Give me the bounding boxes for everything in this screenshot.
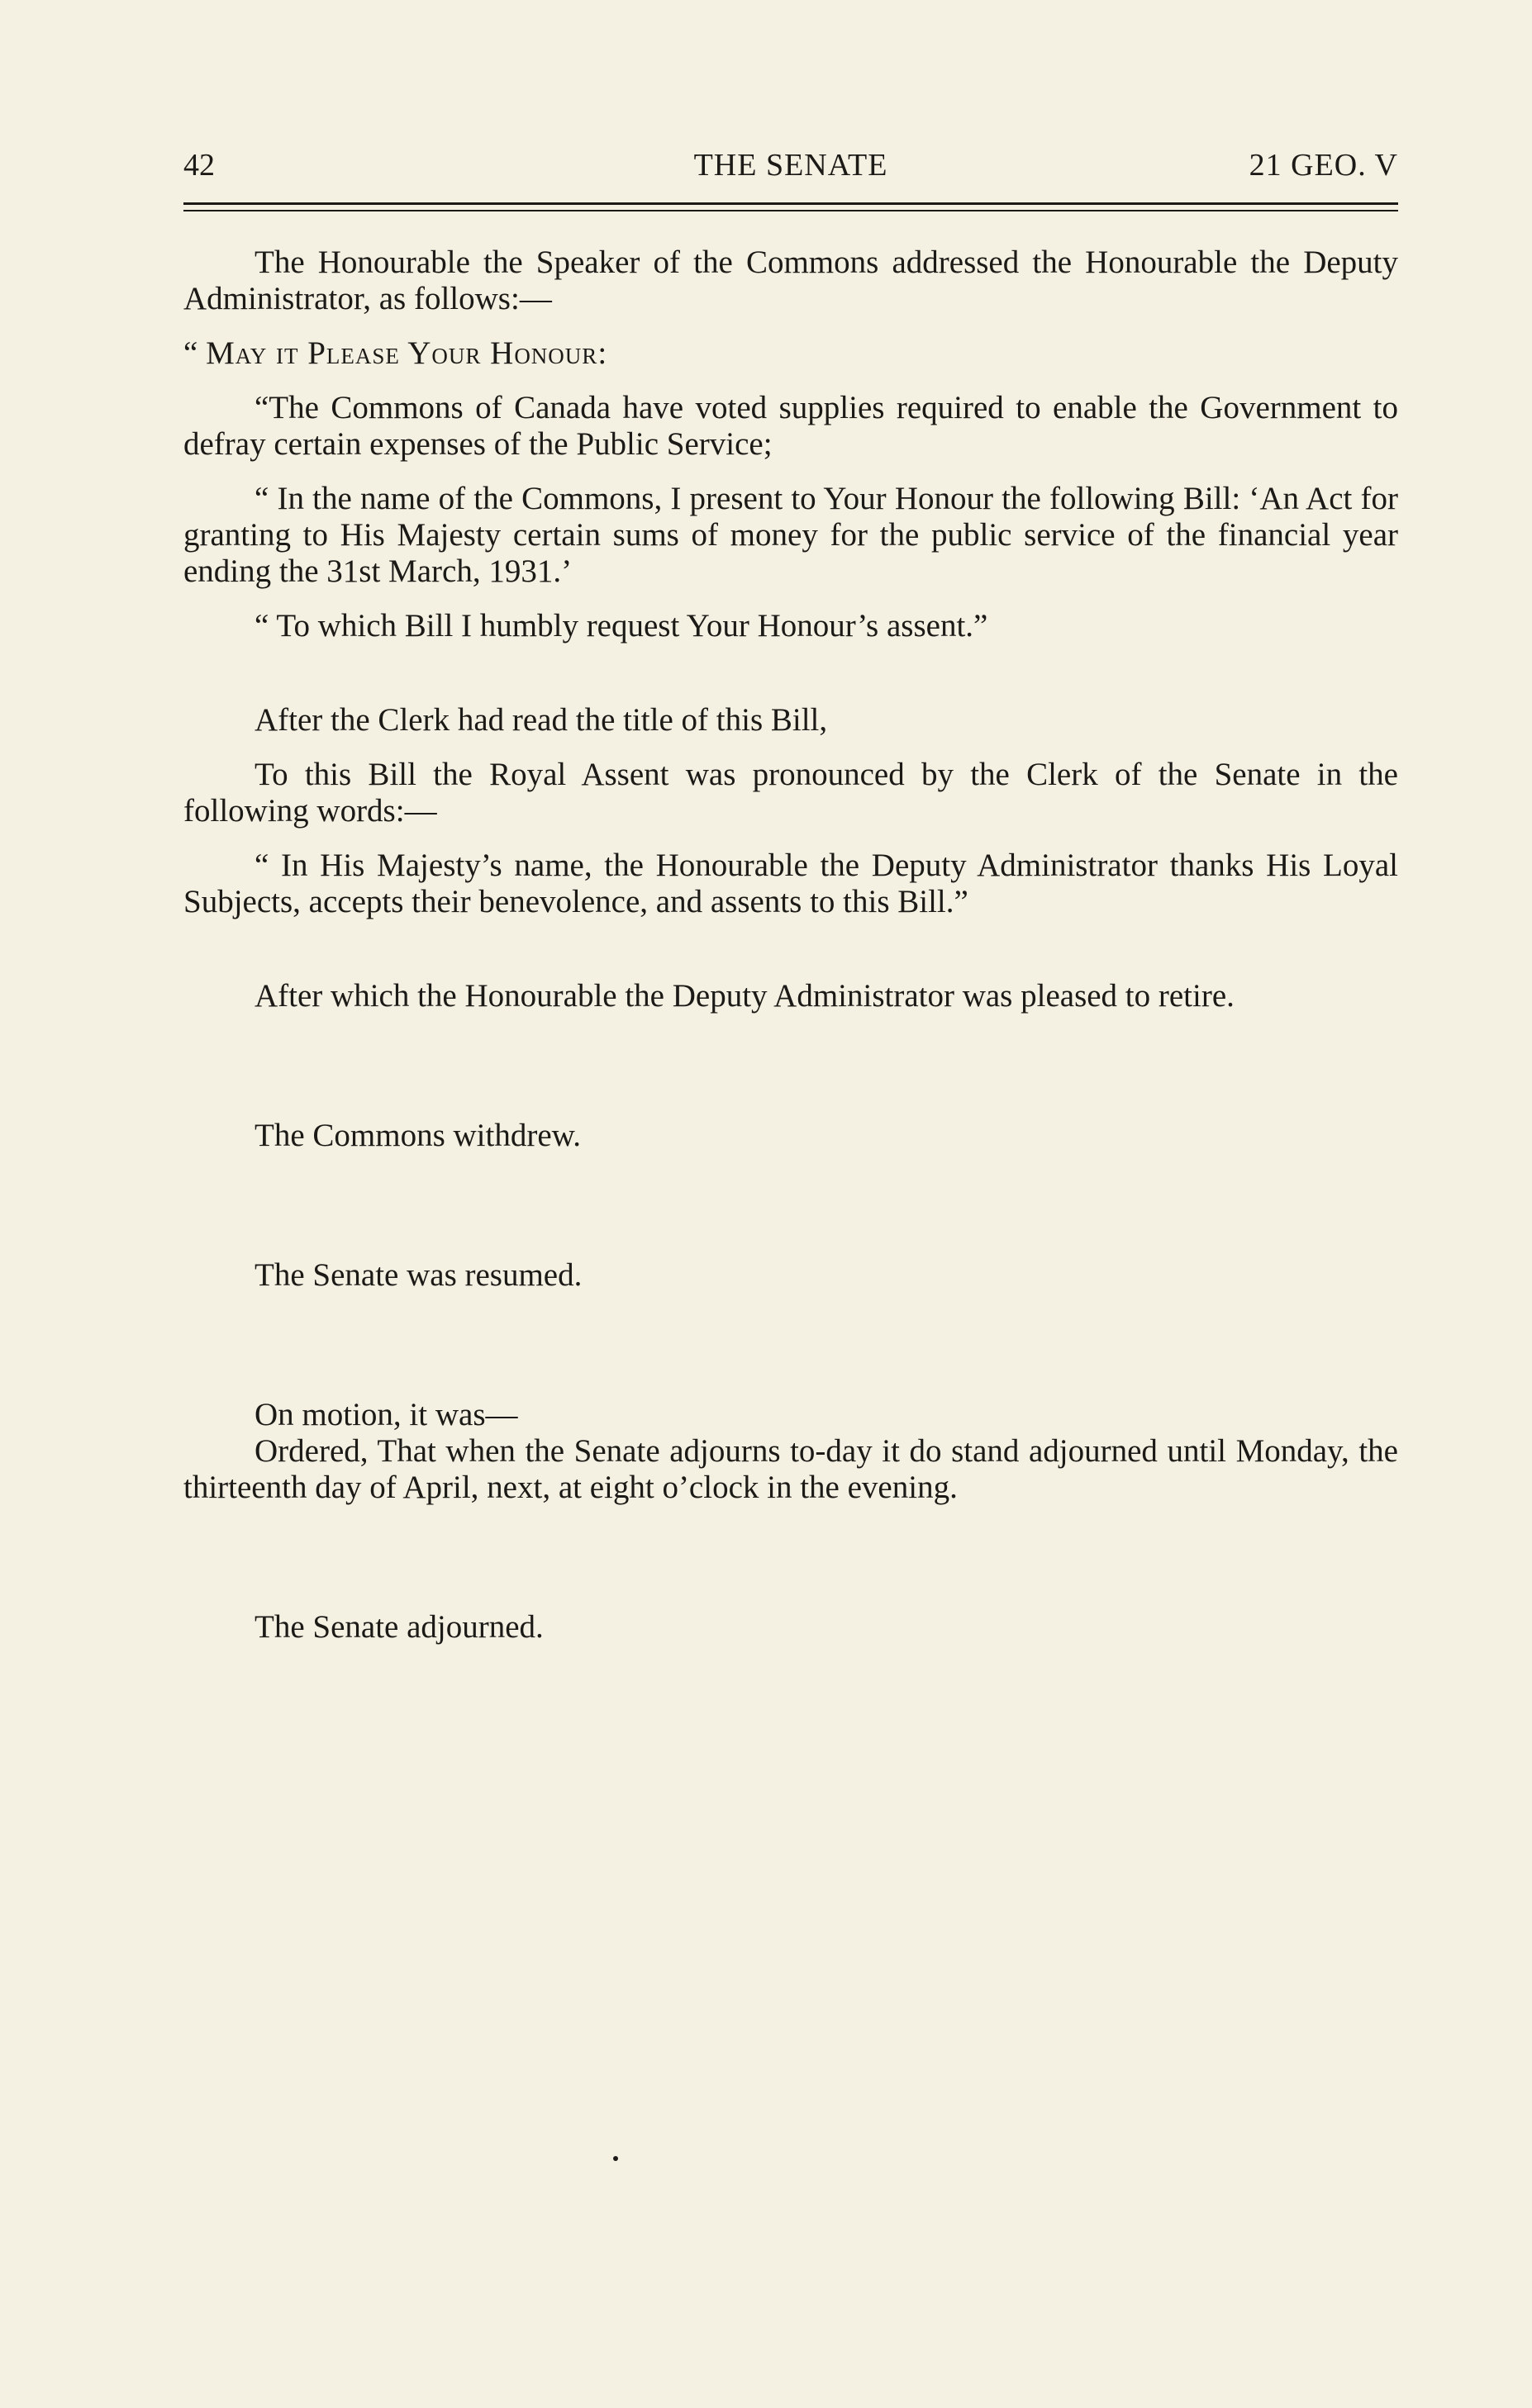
salutation-quote: “ bbox=[183, 335, 198, 371]
senate-resumed-paragraph: The Senate was resumed. bbox=[255, 1257, 583, 1293]
assent-words-paragraph: “ In His Majesty’s name, the Honourable the Deputy Administrator thanks His Loyal Subjects, accepts their benevolence, and assents to this Bill.” bbox=[183, 848, 1398, 919]
page-title: THE SENATE bbox=[693, 148, 888, 183]
clerk-read-paragraph: After the Clerk had read the title of this Bill, bbox=[255, 702, 828, 738]
motion-paragraph: On motion, it was— bbox=[255, 1397, 518, 1432]
assent-request-paragraph: “ To which Bill I humbly request Your Honour’s assent.” bbox=[255, 608, 988, 644]
page-number: 42 bbox=[183, 148, 215, 183]
salutation-text: May it Please Your Honour: bbox=[206, 335, 608, 371]
royal-assent-paragraph: To this Bill the Royal Assent was pronounced by the Clerk of the Senate in the following words:— bbox=[183, 757, 1398, 829]
senate-adjourned-paragraph: The Senate adjourned. bbox=[255, 1609, 544, 1645]
order-paragraph: Ordered, That when the Senate adjourns to-day it do stand adjourned until Monday, the thirteenth day of April, next, at eight o’clock in the evening. bbox=[183, 1433, 1398, 1505]
printing-speck bbox=[613, 2156, 618, 2161]
commons-withdrew-paragraph: The Commons withdrew. bbox=[255, 1118, 582, 1153]
journal-body bbox=[183, 245, 1398, 1646]
salutation-line bbox=[183, 335, 1398, 372]
running-header bbox=[183, 147, 1398, 188]
header-rule-thick bbox=[183, 202, 1398, 205]
regnal-year: 21 GEO. V bbox=[1249, 148, 1398, 183]
supplies-paragraph: “The Commons of Canada have voted supplies required to enable the Government to defray certain expenses of the Public Service; bbox=[183, 390, 1398, 462]
speaker-address-paragraph: The Honourable the Speaker of the Commons addressed the Honourable the Deputy Administrator, as follows:— bbox=[183, 245, 1398, 316]
retire-paragraph: After which the Honourable the Deputy Administrator was pleased to retire. bbox=[255, 978, 1235, 1014]
header-rule-thin bbox=[183, 210, 1398, 211]
bill-presentation-paragraph: “ In the name of the Commons, I present to Your Honour the following Bill: ‘An Act for granting to His Majesty certain sums of money for the public service of the financial year ending the 31st March, 1931.’ bbox=[183, 481, 1398, 589]
